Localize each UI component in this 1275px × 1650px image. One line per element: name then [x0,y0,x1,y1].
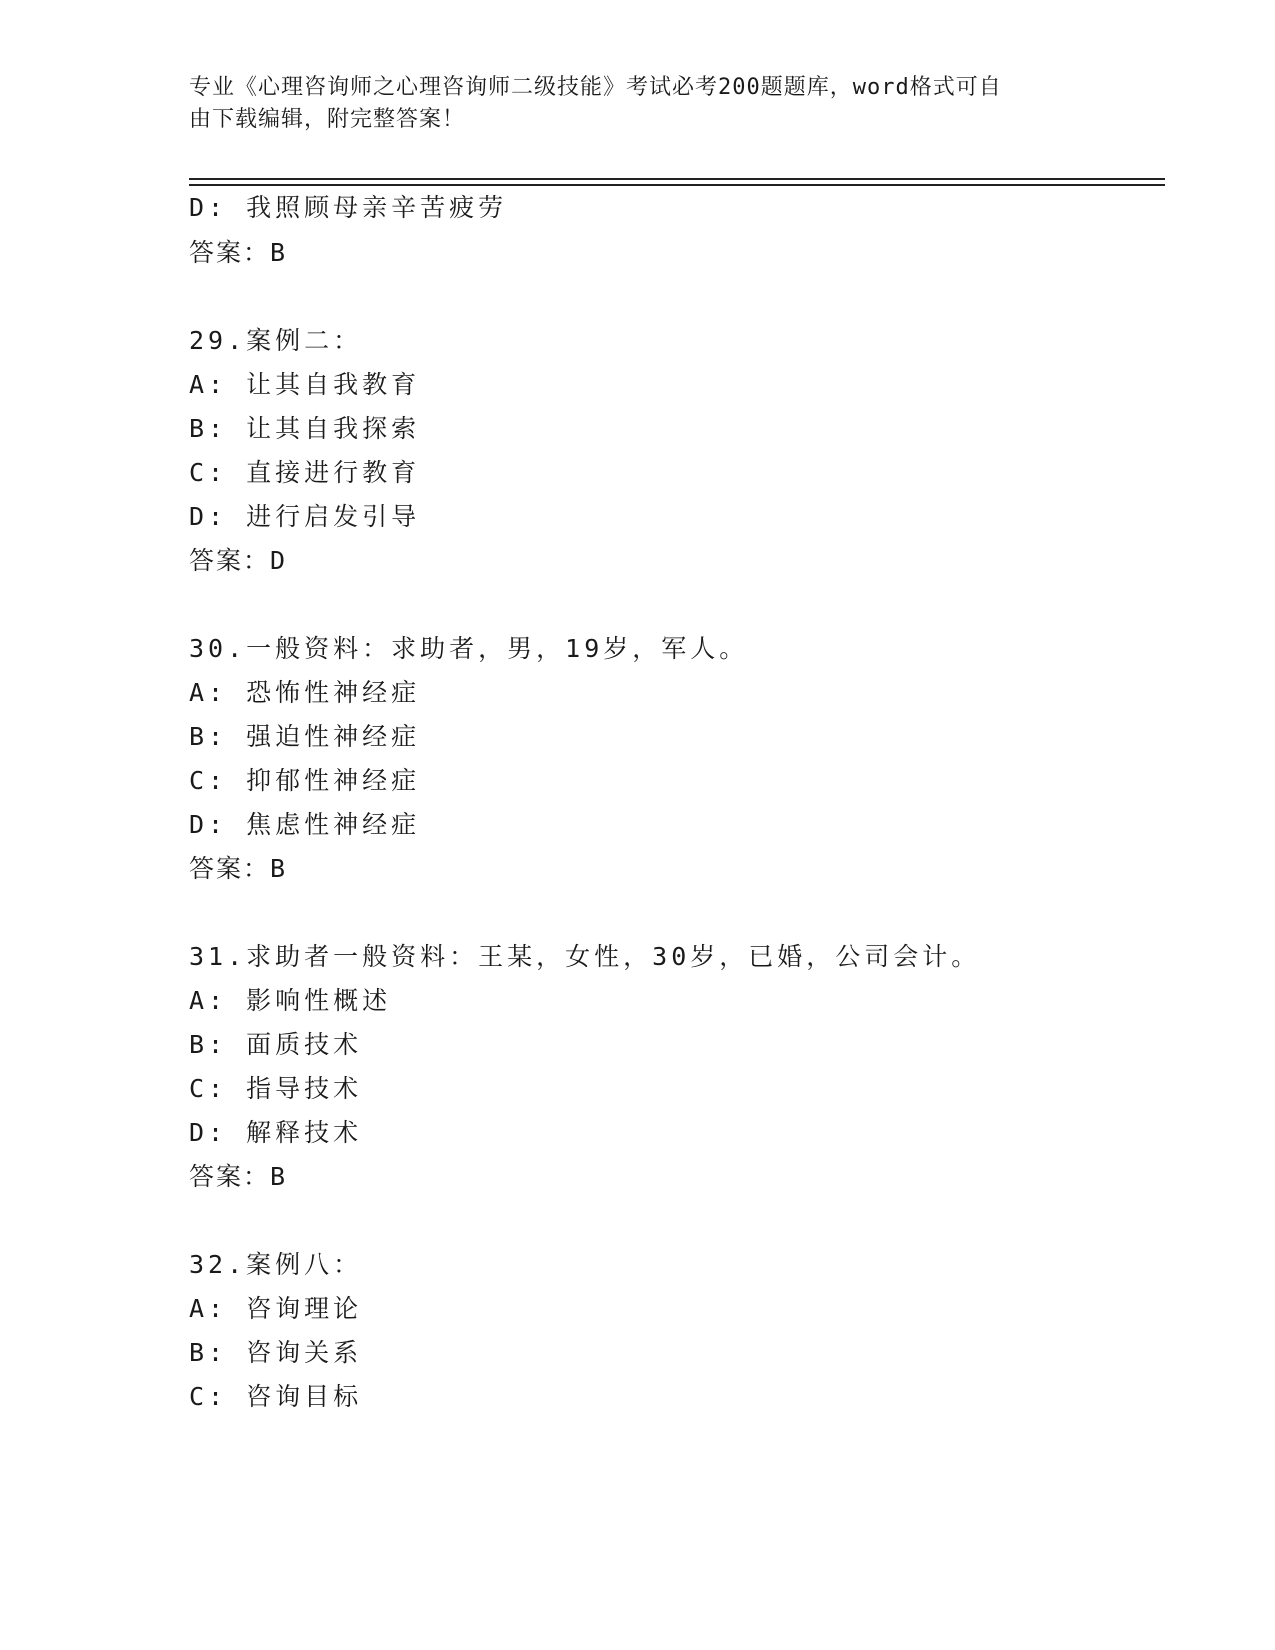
q30-option-c: C: 抑郁性神经症 [189,766,421,795]
prev-option-d: D: 我照顾母亲辛苦疲劳 [189,193,508,222]
q29-option-d: D: 进行启发引导 [189,502,421,531]
q30-option-a: A: 恐怖性神经症 [189,678,421,707]
q29-question: 29.案例二： [189,326,363,355]
q29-answer: 答案：D [189,546,288,575]
header-divider-top [189,178,1165,180]
q31-option-b: B: 面质技术 [189,1030,363,1059]
q30-answer: 答案：B [189,854,288,883]
q32-option-c: C: 咨询目标 [189,1382,363,1411]
q31-option-a: A: 影响性概述 [189,986,392,1015]
q32-option-a: A: 咨询理论 [189,1294,363,1323]
q30-question: 30.一般资料：求助者，男，19岁，军人。 [189,634,749,663]
q31-option-d: D: 解释技术 [189,1118,363,1147]
q31-option-c: C: 指导技术 [189,1074,363,1103]
q30-option-d: D: 焦虑性神经症 [189,810,421,839]
q31-answer: 答案：B [189,1162,288,1191]
document-header [189,72,1069,136]
header-divider-bottom [189,184,1165,186]
q32-option-b: B: 咨询关系 [189,1338,363,1367]
q32-question: 32.案例八： [189,1250,363,1279]
header-line-1: 专业《心理咨询师之心理咨询师二级技能》考试必考200题题库，word格式可自 [189,75,1002,100]
q29-option-a: A: 让其自我教育 [189,370,421,399]
q29-option-c: C: 直接进行教育 [189,458,421,487]
q29-option-b: B: 让其自我探索 [189,414,421,443]
prev-answer: 答案：B [189,238,288,267]
q30-option-b: B: 强迫性神经症 [189,722,421,751]
header-line-2: 由下载编辑，附完整答案！ [189,107,466,132]
q31-question: 31.求助者一般资料：王某，女性，30岁，已婚，公司会计。 [189,942,981,971]
